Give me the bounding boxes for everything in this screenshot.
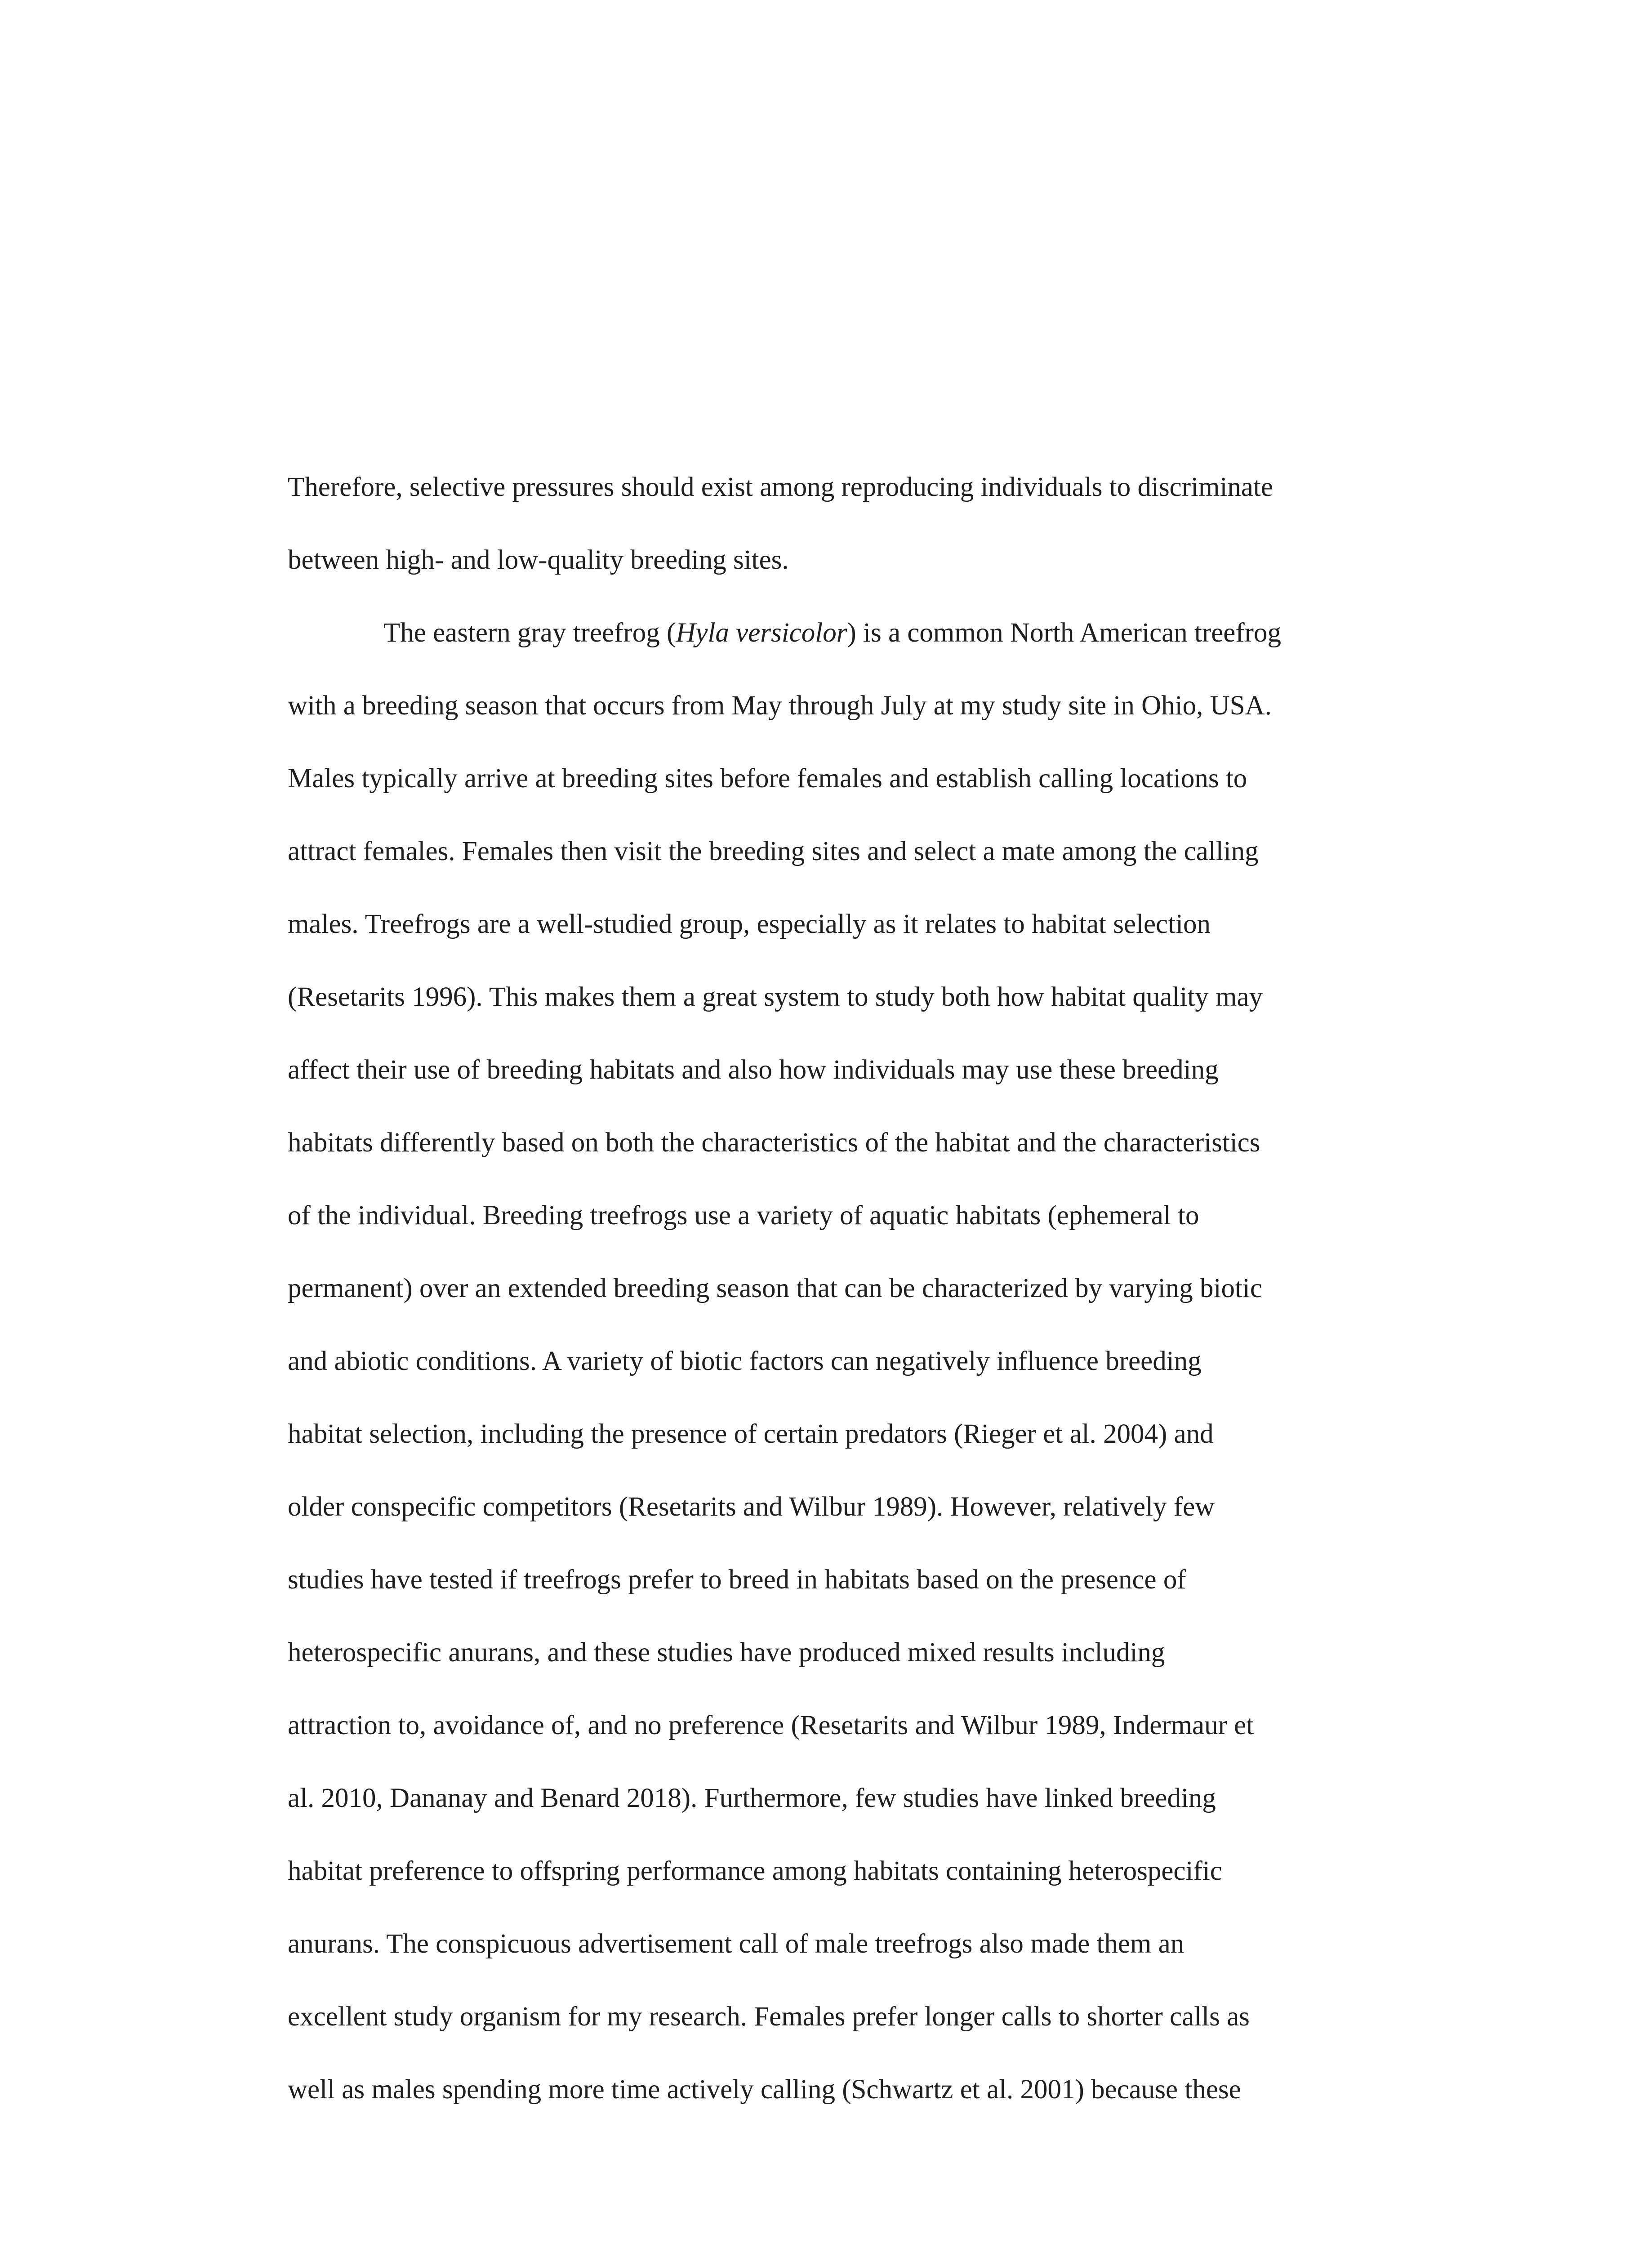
text-line: with a breeding season that occurs from May through July at my study site in Ohio, USA. — [288, 691, 1272, 721]
text-line: habitat preference to offspring performance among habitats containing heterospecific — [288, 1856, 1222, 1886]
paragraph-first-line — [288, 597, 1438, 669]
text-line: permanent) over an extended breeding season that can be characterized by varying biotic — [288, 1273, 1262, 1303]
text-line: anurans. The conspicuous advertisement call of male treefrogs also made them an — [288, 1929, 1184, 1959]
text-line: studies have tested if treefrogs prefer to breed in habitats based on the presence of — [288, 1565, 1186, 1595]
text-line: of the individual. Breeding treefrogs use a variety of aquatic habitats (ephemeral to — [288, 1200, 1199, 1231]
text-line: heterospecific anurans, and these studies have produced mixed results including — [288, 1637, 1165, 1668]
body-text — [288, 451, 1438, 2126]
text-line: (Resetarits 1996). This makes them a great system to study both how habitat quality may — [288, 982, 1263, 1012]
text-line: older conspecific competitors (Resetarits and Wilbur 1989). However, relatively few — [288, 1492, 1215, 1522]
text-line: between high- and low-quality breeding sites. — [288, 545, 789, 575]
text-line: habitat selection, including the presence of certain predators (Rieger et al. 2004) and — [288, 1419, 1214, 1449]
species-name: Hyla versicolor — [676, 618, 847, 648]
text-line: excellent study organism for my research. Females prefer longer calls to shorter calls as — [288, 2002, 1250, 2032]
text-segment: ) is a common North American treefrog — [847, 618, 1281, 648]
text-segment: The eastern gray treefrog ( — [383, 618, 676, 648]
text-line: males. Treefrogs are a well-studied group, especially as it relates to habitat selection — [288, 909, 1211, 939]
text-line: Males typically arrive at breeding sites before females and establish calling locations to — [288, 763, 1247, 794]
text-line: attract females. Females then visit the breeding sites and select a mate among the calling — [288, 836, 1259, 866]
text-line: Therefore, selective pressures should exist among reproducing individuals to discriminate — [288, 472, 1274, 502]
text-line: affect their use of breeding habitats and also how individuals may use these breeding — [288, 1055, 1219, 1085]
text-line: attraction to, avoidance of, and no preference (Resetarits and Wilbur 1989, Indermaur et — [288, 1710, 1254, 1740]
text-line: well as males spending more time actively calling (Schwartz et al. 2001) because these — [288, 2074, 1241, 2105]
text-line: and abiotic conditions. A variety of biotic factors can negatively influence breeding — [288, 1346, 1202, 1376]
text-line: al. 2010, Dananay and Benard 2018). Furthermore, few studies have linked breeding — [288, 1783, 1216, 1813]
text-line: habitats differently based on both the characteristics of the habitat and the characteristics — [288, 1128, 1260, 1158]
